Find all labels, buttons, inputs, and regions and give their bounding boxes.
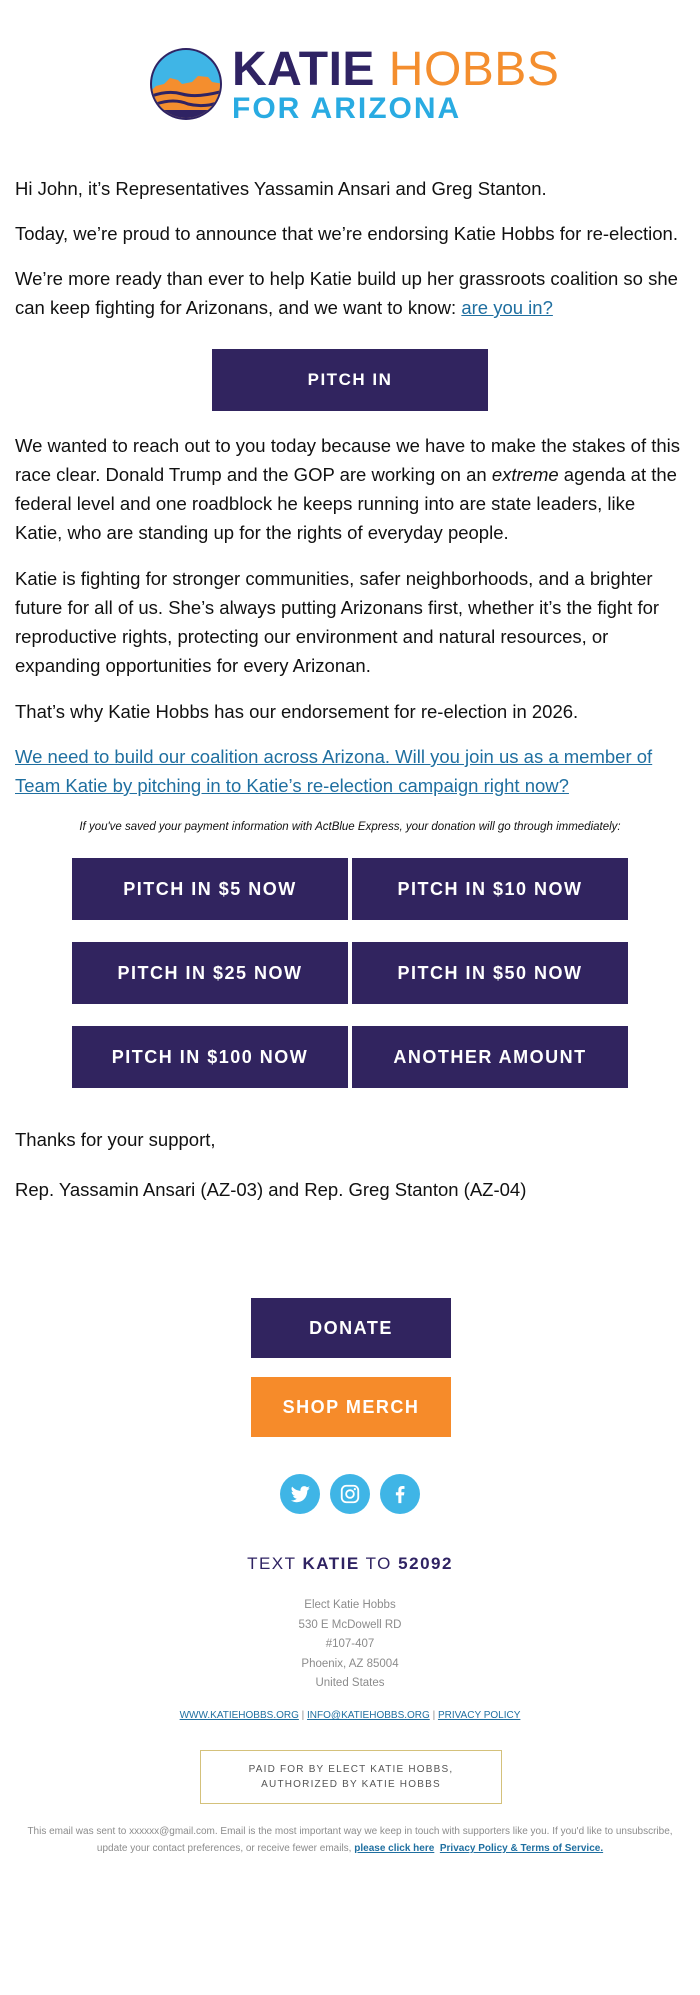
twitter-icon[interactable] [280, 1474, 320, 1514]
text-number: 52092 [398, 1554, 453, 1573]
pitch-25-button[interactable]: PITCH IN $25 NOW [72, 942, 348, 1004]
logo-katie-text: KATIE [232, 43, 375, 96]
website-link[interactable]: WWW.KATIEHOBBS.ORG [179, 1710, 299, 1721]
pitch-5-button[interactable]: PITCH IN $5 NOW [72, 858, 348, 920]
text-to: TO [365, 1554, 392, 1573]
address-name: Elect Katie Hobbs [304, 1599, 396, 1611]
signature: Rep. Yassamin Ansari (AZ-03) and Rep. Greg Stanton (AZ-04) [15, 1179, 527, 1200]
logo-wordmark [232, 43, 560, 96]
paid-for-disclaimer [200, 1750, 502, 1804]
instagram-icon[interactable] [330, 1474, 370, 1514]
pitch-100-button[interactable]: PITCH IN $100 NOW [72, 1026, 348, 1088]
fine-print-text: This email was sent to xxxxxx@gmail.com. Email is the most important way we keep in touch with supporters like you. If you'd like to unsubscribe, update your contact preferences, or receive fewer emails, [27, 1826, 673, 1854]
arizona-landscape-icon [148, 46, 224, 122]
stakes-emphasis: extreme [491, 464, 559, 485]
text-to-join [0, 1554, 700, 1574]
address-street: 530 E McDowell RD [298, 1618, 402, 1631]
paid-for-line2: AUTHORIZED BY KATIE HOBBS [261, 1779, 441, 1790]
another-amount-button[interactable]: ANOTHER AMOUNT [352, 1026, 628, 1088]
stakes-paragraph [15, 431, 685, 547]
pitch-50-button[interactable]: PITCH IN $50 NOW [352, 942, 628, 1004]
stakes-text-1: We wanted to reach out to you today because we have to make the stakes of this race clear. Donald Trump and the GOP are working on an [15, 435, 681, 485]
pitch-in-button[interactable]: PITCH IN [212, 349, 488, 411]
coalition-text: We’re more ready than ever to help Katie build up her grassroots coalition so she can keep fighting for Arizonans, and we want to know: [15, 268, 678, 318]
actblue-express-note: If you've saved your payment information with ActBlue Express, your donation will go through immediately: [79, 821, 621, 833]
email-link[interactable]: INFO@KATIEHOBBS.ORG [307, 1710, 430, 1721]
join-paragraph [15, 742, 685, 800]
text-keyword: KATIE [302, 1554, 360, 1573]
privacy-policy-link[interactable]: PRIVACY POLICY [437, 1710, 521, 1721]
paid-for-line1: PAID FOR BY ELECT KATIE HOBBS, [248, 1764, 454, 1775]
stakes-text-2: agenda at the federal level and one roadblock he keeps running into are state leaders, like Katie, who are standing up for the rights of everyday people. [15, 464, 677, 543]
greeting: Hi John, it’s Representatives Yassamin Ansari and Greg Stanton. [15, 178, 547, 199]
pitch-10-button[interactable]: PITCH IN $10 NOW [352, 858, 628, 920]
join-team-link[interactable]: We need to build our coalition across Arizona. Will you join us as a member of Team Katie by pitching in to Katie’s re-election campaign right now? [15, 746, 653, 796]
logo-tagline: FOR ARIZONA [232, 92, 462, 125]
mailing-address [0, 1596, 700, 1694]
facebook-icon[interactable] [380, 1474, 420, 1514]
thanks-line: Thanks for your support, [15, 1129, 216, 1150]
unsubscribe-fine-print [20, 1823, 680, 1857]
donate-button[interactable]: DONATE [251, 1298, 451, 1358]
logo-hobbs-text: HOBBS [388, 43, 560, 96]
campaign-logo [0, 44, 700, 128]
intro-paragraph: Today, we’re proud to announce that we’re endorsing Katie Hobbs for re-election. [15, 223, 678, 244]
are-you-in-link[interactable]: are you in? [461, 297, 553, 318]
unsubscribe-link[interactable]: please click here [354, 1843, 435, 1854]
privacy-terms-link[interactable]: Privacy Policy & Terms of Service. [439, 1843, 604, 1854]
address-city: Phoenix, AZ 85004 [301, 1657, 399, 1670]
coalition-paragraph [15, 264, 685, 322]
shop-merch-button[interactable]: SHOP MERCH [251, 1377, 451, 1437]
footer-links: WWW.KATIEHOBBS.ORG | INFO@KATIEHOBBS.ORG | PRIVACY POLICY [179, 1710, 521, 1721]
fighting-paragraph: Katie is fighting for stronger communities, safer neighborhoods, and a brighter future for all of us. She’s always putting Arizonans first, whether it’s the fight for reproductive rights, protecting our environment and natural resources, or expanding opportunities for every Arizonan. [15, 568, 660, 676]
text-prefix: TEXT [247, 1554, 297, 1573]
endorsement-paragraph: That’s why Katie Hobbs has our endorsement for re-election in 2026. [15, 701, 579, 722]
address-suite: #107-407 [325, 1638, 375, 1650]
address-country: United States [315, 1677, 385, 1689]
